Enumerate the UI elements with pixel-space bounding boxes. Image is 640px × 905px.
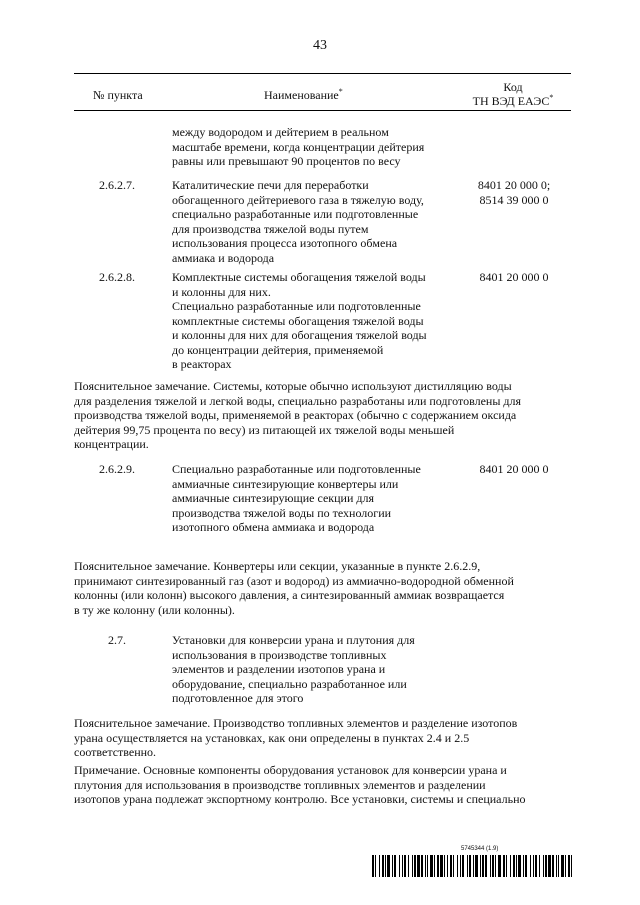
row-text-line: Установки для конверсии урана и плутония для — [172, 633, 415, 647]
row-text-line: Специально разработанные или подготовленные — [172, 299, 421, 313]
header-col-code-line1: Код — [503, 80, 523, 94]
code-value: 8514 39 000 0 — [479, 192, 549, 207]
note-line: соответственно. — [74, 745, 157, 760]
row-number: 2.7. — [108, 633, 126, 647]
row-code — [459, 270, 569, 285]
row-text-line: и колонны для них для обогащения тяжелой воды — [172, 328, 427, 342]
row-text-line: Специально разработанные или подготовленные — [172, 462, 421, 476]
row-text-line: до концентрации дейтерия, применяемой — [172, 342, 384, 357]
header-col-name-text: Наименование — [264, 88, 339, 102]
row-text-line: Комплектные системы обогащения тяжелой воды — [172, 270, 426, 284]
row-text-line: Каталитические печи для переработки — [172, 178, 369, 192]
row-code — [459, 178, 569, 207]
row-text-line: комплектные системы обогащения тяжелой воды — [172, 313, 424, 328]
row-text-line: изотопного обмена аммиака и водорода — [172, 520, 375, 534]
note-line: Пояснительное замечание. Системы, которые обычно используют дистилляцию воды — [74, 379, 512, 393]
footnote-mark: * — [338, 87, 343, 96]
note-line: концентрации. — [74, 437, 149, 452]
remark-note — [74, 763, 574, 807]
page-number: 43 — [313, 38, 327, 53]
header-col-num: № пункта — [93, 88, 143, 102]
row-text-line: элементов и разделении изотопов урана и — [172, 662, 386, 676]
table-row — [172, 125, 424, 169]
row-text-line: равны или превышают 90 процентов по весу — [172, 154, 401, 168]
header-col-code-line2: ТН ВЭД ЕАЭС — [472, 94, 550, 108]
row-text-line: в реакторах — [172, 357, 232, 371]
row-text-line: оборудование, специально разработанное или — [172, 676, 407, 691]
row-number: 2.6.2.8. — [99, 270, 135, 284]
note-line: изотопов урана подлежат экспортному контролю. Все установки, системы и специально — [74, 792, 526, 807]
row-text-line: подготовленное для этого — [172, 691, 304, 705]
explanatory-note — [74, 559, 574, 617]
row-number: 2.6.2.9. — [99, 462, 135, 476]
table-top-rule — [74, 73, 571, 74]
row-text-line: для производства тяжелой воды путем — [172, 221, 369, 236]
footnote-mark-code: * — [549, 93, 554, 102]
row-text-line: обогащенного дейтериевого газа в тяжелую воду, — [172, 192, 424, 207]
row-text-line: аммиачные синтезирующие конвертеры или — [172, 476, 399, 491]
explanatory-note — [74, 716, 574, 760]
row-text-line: между водородом и дейтерием в реальном — [172, 125, 389, 139]
table-row — [172, 178, 424, 265]
note-line: дейтерия 99,75 процента по весу) из питающей их тяжелой воды меньшей — [74, 422, 455, 437]
note-line: принимают синтезированный газ (азот и водород) из аммиачно-водородной обменной — [74, 573, 514, 588]
header-col-name — [264, 88, 343, 102]
table-row — [172, 270, 427, 372]
row-text-line: аммиачные синтезирующие секции для — [172, 491, 374, 505]
code-value: 8401 20 000 0 — [479, 270, 549, 284]
code-value: 8401 20 000 0 — [479, 462, 549, 476]
note-line: производства тяжелой воды, применяемой в реакторах (обычно с содержанием оксида — [74, 408, 517, 423]
note-line: Пояснительное замечание. Конвертеры или секции, указанные в пункте 2.6.2.9, — [74, 559, 481, 573]
note-line: плутония для использования в производстве топливных элементов и разделении — [74, 777, 486, 792]
note-line: урана осуществляется на установках, как они определены в пунктах 2.4 и 2.5 — [74, 730, 470, 745]
row-code — [459, 462, 569, 477]
note-line: колонны (или колонн) высокого давления, а синтезированный аммиак возвращается — [74, 588, 505, 603]
table-header-rule — [74, 110, 571, 111]
header-col-code — [458, 80, 568, 108]
explanatory-note — [74, 379, 574, 452]
code-value: 8401 20 000 0; — [477, 178, 551, 192]
row-text-line: производства тяжелой воды по технологии — [172, 505, 392, 520]
note-line: в ту же колонну (или колонны). — [74, 602, 235, 617]
note-line: Примечание. Основные компоненты оборудования установок для конверсии урана и — [74, 763, 507, 777]
row-text-line: специально разработанные или подготовленные — [172, 207, 419, 221]
note-line: для разделения тяжелой и легкой воды, специально разработаны или подготовлены для — [74, 393, 522, 408]
barcode-number: 5745344 (1.9) — [461, 846, 499, 852]
barcode-image — [372, 855, 572, 877]
row-text-line: использования процесса изотопного обмена — [172, 236, 398, 250]
row-text-line: аммиака и водорода — [172, 250, 275, 265]
row-text-line: и колонны для них. — [172, 284, 271, 299]
row-text-line: масштабе времени, когда концентрации дейтерия — [172, 139, 425, 154]
table-row — [172, 462, 421, 535]
row-number: 2.6.2.7. — [99, 178, 135, 192]
table-row — [172, 633, 415, 706]
note-line: Пояснительное замечание. Производство топливных элементов и разделение изотопов — [74, 716, 518, 730]
row-text-line: использования в производстве топливных — [172, 647, 387, 662]
